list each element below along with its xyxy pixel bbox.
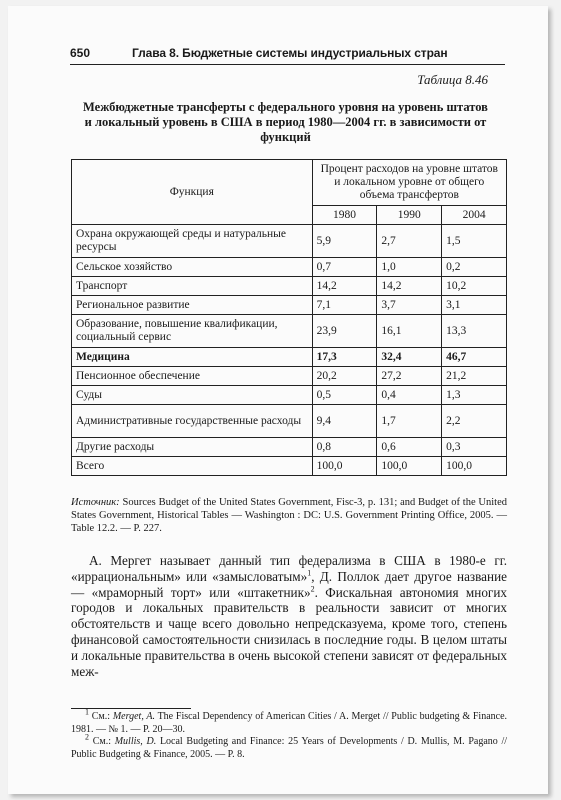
source-text: Sources Budget of the United States Government, Fisc-3, p. 131; and Budget of the United States Government, Historical Tables — Washington : DC: U.S. Government Printing Office, 2005. — Table 12.2. — P. 227. xyxy=(71,497,507,534)
cell-value: 100,0 xyxy=(312,457,377,476)
cell-value: 5,9 xyxy=(312,225,377,258)
body-text-part: А. Мергет называет данный тип федерализма в США в 1980-е гг. «иррациональным» или «замысловатым» xyxy=(71,553,507,584)
header-percent: Процент расходов на уровне штатов и локальном уровне от общего объема трансфертов xyxy=(312,160,506,206)
table-row xyxy=(72,315,507,348)
cell-value: 2,2 xyxy=(442,405,507,438)
cell-value: 0,2 xyxy=(442,258,507,277)
cell-value: 1,5 xyxy=(442,225,507,258)
table-row xyxy=(72,367,507,386)
cell-value: 3,7 xyxy=(377,296,442,315)
table-label: Таблица 8.46 xyxy=(417,72,488,87)
table-row xyxy=(72,438,507,457)
cell-value: 14,2 xyxy=(312,277,377,296)
row-label: Региональное развитие xyxy=(72,296,313,315)
cell-value: 1,3 xyxy=(442,386,507,405)
footnote-author: Mullis, D. xyxy=(114,736,157,747)
footnotes xyxy=(71,707,508,761)
cell-value: 0,7 xyxy=(312,258,377,277)
header-year: 2004 xyxy=(442,206,507,225)
cell-value: 7,1 xyxy=(312,296,377,315)
cell-value: 2,7 xyxy=(377,225,442,258)
row-label: Всего xyxy=(72,457,313,476)
footnote-text: The Fiscal Dependency of American Cities / A. Merget // Public budgeting & Finance. 1981. — № 1. — P. 20—30. xyxy=(71,711,508,735)
cell-value: 16,1 xyxy=(377,315,442,348)
table-source xyxy=(71,496,507,535)
footnote-ref: 1 xyxy=(307,568,312,578)
cell-value: 32,4 xyxy=(377,348,442,367)
cell-value: 27,2 xyxy=(377,367,442,386)
footnote-mark: 2 xyxy=(85,732,89,742)
cell-value: 0,5 xyxy=(312,386,377,405)
row-label: Образование, повышение квалификации, социальный сервис xyxy=(72,315,313,348)
row-label: Пенсионное обеспечение xyxy=(72,367,313,386)
row-label: Транспорт xyxy=(72,277,313,296)
footnote-text: Local Budgeting and Finance: 25 Years of Developments / D. Mullis, M. Pagano // Public Budgeting & Finance, 2005. — P. 8. xyxy=(71,736,508,760)
cell-value: 0,6 xyxy=(377,438,442,457)
header-function: Функция xyxy=(72,160,313,225)
table-row xyxy=(72,225,507,258)
cell-value: 1,7 xyxy=(377,405,442,438)
cell-value: 0,4 xyxy=(377,386,442,405)
table-row xyxy=(72,405,507,438)
body-text-part: . Фискальная автономия многих городов и локальных правительств в реальности зависит от многих обстоятельств и чаще всего довольно непредсказуема, кроме того, степень финансовой самостоятельности снизилась в последние годы. В целом штаты и локальные правительства в очень высокой степени зависят от федеральных меж- xyxy=(71,584,507,679)
footnote xyxy=(71,707,508,736)
table-row xyxy=(72,296,507,315)
body-text-part: , Д. Поллок дает другое название — «мраморный торт» или «штакетник» xyxy=(71,568,508,600)
running-header xyxy=(70,46,505,65)
footnote-prefix: См.: xyxy=(91,711,111,722)
row-label: Другие расходы xyxy=(72,438,313,457)
footnote-ref: 2 xyxy=(310,584,315,594)
row-label: Охрана окружающей среды и натуральные ресурсы xyxy=(72,225,313,258)
cell-value: 13,3 xyxy=(442,315,507,348)
table-row xyxy=(72,258,507,277)
row-label: Суды xyxy=(72,386,313,405)
cell-value: 0,3 xyxy=(442,438,507,457)
cell-value: 14,2 xyxy=(377,277,442,296)
table-row-total xyxy=(72,457,507,476)
cell-value: 100,0 xyxy=(442,457,507,476)
cell-value: 3,1 xyxy=(442,296,507,315)
book-page xyxy=(8,6,548,794)
footnote-mark: 1 xyxy=(85,707,89,717)
cell-value: 20,2 xyxy=(312,367,377,386)
body-paragraph xyxy=(71,553,507,679)
table-title: Межбюджетные трансферты с федерального уровня на уровень штатов и локальный уровень в США в период 1980—2004 гг. в зависимости от функций xyxy=(83,100,488,144)
cell-value: 10,2 xyxy=(442,277,507,296)
cell-value: 9,4 xyxy=(312,405,377,438)
footnote-author: Merget, A. xyxy=(112,711,155,722)
cell-value: 1,0 xyxy=(377,258,442,277)
header-year: 1990 xyxy=(377,206,442,225)
cell-value: 100,0 xyxy=(377,457,442,476)
cell-value: 46,7 xyxy=(442,348,507,367)
table-row xyxy=(72,277,507,296)
row-label: Сельское хозяйство xyxy=(72,258,313,277)
cell-value: 23,9 xyxy=(312,315,377,348)
footnote-prefix: См.: xyxy=(92,736,111,747)
page-number: 650 xyxy=(70,46,91,60)
transfers-table xyxy=(71,159,507,476)
cell-value: 17,3 xyxy=(312,348,377,367)
row-label: Медицина xyxy=(72,348,313,367)
row-label: Административные государственные расходы xyxy=(72,405,313,438)
table-row xyxy=(72,348,507,367)
footnote xyxy=(71,732,508,761)
cell-value: 21,2 xyxy=(442,367,507,386)
table-row xyxy=(72,386,507,405)
cell-value: 0,8 xyxy=(312,438,377,457)
footnote-divider xyxy=(71,708,191,709)
header-year: 1980 xyxy=(312,206,377,225)
source-lead: Источник: xyxy=(71,497,120,508)
chapter-title: Глава 8. Бюджетные системы индустриальных стран xyxy=(132,46,448,60)
